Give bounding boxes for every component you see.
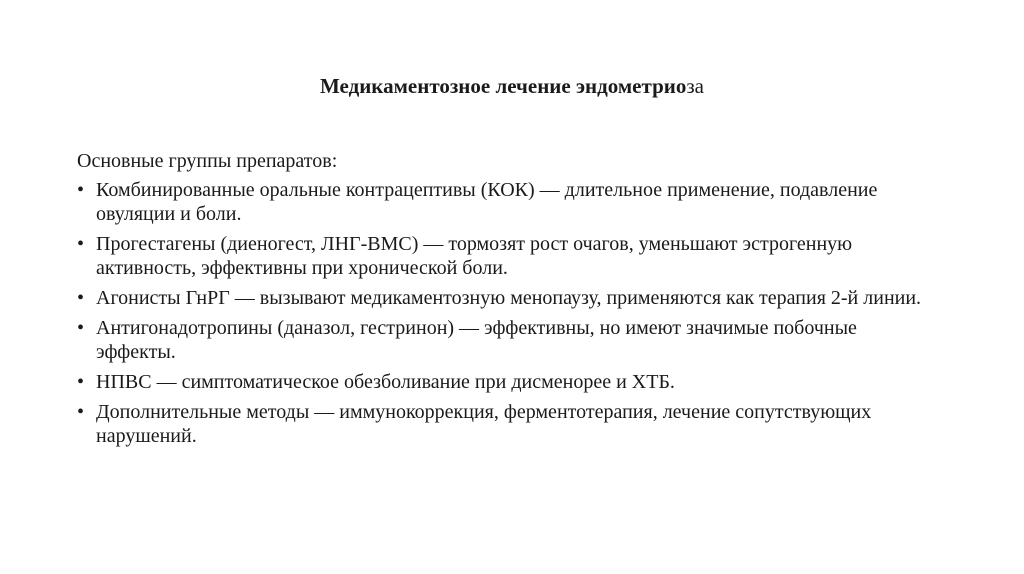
slide-title-bold: Медикаментозное лечение эндометрио <box>320 74 687 98</box>
bullet-icon: • <box>77 287 85 309</box>
bullet-icon: • <box>77 233 85 255</box>
list-item-text: Агонисты ГнРГ — вызывают медикаментозную менопаузу, применяются как терапия 2-й линии. <box>96 287 922 309</box>
bullet-icon: • <box>77 371 85 393</box>
list-item <box>77 316 937 364</box>
list-item-text: Прогестагены (диеногест, ЛНГ-ВМС) — тормозят рост очагов, уменьшают эстрогенную активность, эффективны при хронической боли. <box>96 233 853 279</box>
list-item <box>77 400 937 448</box>
drug-group-list <box>77 178 937 448</box>
bullet-icon: • <box>77 317 85 339</box>
list-item-text: Дополнительные методы — иммунокоррекция, ферментотерапия, лечение сопутствующих нарушений. <box>96 401 872 447</box>
list-item-text: Антигонадотропины (даназол, гестринон) — эффективны, но имеют значимые побочные эффекты. <box>96 317 857 363</box>
slide-content <box>77 149 937 454</box>
slide-title-normal: за <box>686 74 704 98</box>
list-item-text: НПВС — симптоматическое обезболивание при дисменорее и ХТБ. <box>96 371 675 393</box>
list-item-text: Комбинированные оральные контрацептивы (КОК) — длительное применение, подавление овуляции и боли. <box>96 179 878 225</box>
list-item <box>77 286 937 310</box>
list-item <box>77 232 937 280</box>
list-item <box>77 178 937 226</box>
slide-title <box>0 72 1024 100</box>
list-item <box>77 370 937 394</box>
intro-text: Основные группы препаратов: <box>77 150 338 172</box>
bullet-icon: • <box>77 179 85 201</box>
bullet-icon: • <box>77 401 85 423</box>
